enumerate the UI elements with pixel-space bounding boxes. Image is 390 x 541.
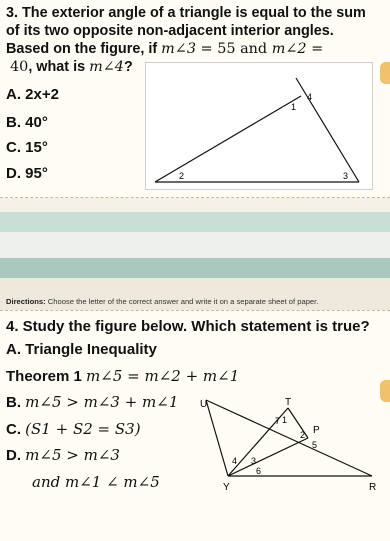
directions-label: Directions: bbox=[6, 297, 46, 306]
figure-2-angle-4: 4 bbox=[232, 456, 238, 466]
figure-2-angle-1: 1 bbox=[282, 415, 288, 425]
q3-option-d[interactable]: D. 95° bbox=[6, 165, 48, 182]
q4-option-d[interactable] bbox=[6, 446, 120, 464]
question-4-title: 4. Study the figure below. Which statement is true? bbox=[6, 318, 370, 335]
figure-2-line-yp bbox=[228, 438, 308, 476]
q4-option-d-line-2[interactable] bbox=[32, 473, 160, 491]
q4-b-expression: m∠5 > m∠3 + m∠1 bbox=[25, 393, 179, 411]
q3-line-4-mid: , what is bbox=[28, 59, 90, 75]
q3-eq-1: = 55 and bbox=[195, 41, 272, 57]
question-3-card bbox=[0, 0, 390, 198]
q4-option-b[interactable] bbox=[6, 393, 178, 411]
background-band bbox=[0, 258, 390, 278]
q3-option-c[interactable]: C. 15° bbox=[6, 139, 48, 156]
q4-option-c[interactable] bbox=[6, 420, 141, 438]
figure-2-angle-2: 2 bbox=[300, 430, 306, 440]
background-band bbox=[0, 232, 390, 258]
figure-1-label-2: 2 bbox=[179, 171, 185, 181]
q4-b-prefix: B. bbox=[6, 394, 26, 411]
q4-d2-expression: m∠1 ∠ m∠5 bbox=[64, 473, 160, 491]
figure-2-label-U: U bbox=[200, 399, 208, 410]
figure-2-angle-3: 3 bbox=[251, 456, 257, 466]
figure-1-label-1: 1 bbox=[291, 102, 297, 112]
q3-line-2: of its two opposite non-adjacent interior angles. bbox=[6, 23, 334, 39]
page-edge-tab bbox=[380, 62, 390, 84]
triangle-figure-1 bbox=[145, 62, 373, 190]
directions-text bbox=[6, 297, 318, 306]
q4-c-expression: (S1 + S2 = S3) bbox=[25, 420, 141, 438]
q4-a-prefix: Theorem 1 bbox=[6, 368, 87, 385]
figure-2-label-P: P bbox=[313, 425, 320, 436]
q4-d2-and: and bbox=[32, 473, 65, 491]
q3-eq-2: = bbox=[306, 41, 324, 57]
q4-c-prefix: C. bbox=[6, 421, 26, 438]
figure-2-label-Y: Y bbox=[223, 482, 230, 493]
figure-2-line-uy bbox=[206, 400, 228, 476]
q4-option-a-line-1[interactable]: A. Triangle Inequality bbox=[6, 341, 157, 358]
q3-line-1: 3. The exterior angle of a triangle is equal to the sum bbox=[6, 5, 366, 21]
background-band bbox=[0, 212, 390, 232]
figure-2-angle-6: 6 bbox=[256, 466, 262, 476]
q3-angle-2: m∠2 bbox=[271, 41, 307, 57]
q4-d-expression: m∠5 > m∠3 bbox=[25, 446, 120, 464]
q3-value-40: 40 bbox=[10, 59, 29, 75]
q4-a-expression: m∠5 = m∠2 + m∠1 bbox=[86, 367, 240, 385]
q3-option-a[interactable]: A. 2x+2 bbox=[6, 86, 59, 103]
q3-angle-4: m∠4 bbox=[89, 59, 124, 75]
q3-option-b[interactable]: B. 40° bbox=[6, 114, 48, 131]
q4-d-prefix: D. bbox=[6, 447, 26, 464]
q3-angle-3: m∠3 bbox=[161, 41, 196, 57]
figure-1-label-3: 3 bbox=[343, 171, 349, 181]
q3-line-3-prefix: Based on the figure, if bbox=[6, 41, 162, 57]
q3-line-4-end: ? bbox=[123, 59, 133, 75]
figure-2-angle-7: 7 bbox=[275, 416, 281, 426]
figure-2-line-ur bbox=[206, 400, 372, 476]
figure-1-label-4: 4 bbox=[307, 92, 313, 102]
q4-option-a-line-2[interactable] bbox=[6, 367, 239, 385]
figure-2-label-T: T bbox=[285, 397, 292, 408]
directions-body: Choose the letter of the correct answer and write it on a separate sheet of paper. bbox=[45, 297, 319, 306]
figure-2-angle-5: 5 bbox=[312, 440, 318, 450]
q3-line-3 bbox=[6, 40, 386, 58]
figure-2-label-R: R bbox=[369, 482, 377, 493]
triangle-figure-2 bbox=[196, 394, 382, 496]
background-band bbox=[0, 198, 390, 212]
